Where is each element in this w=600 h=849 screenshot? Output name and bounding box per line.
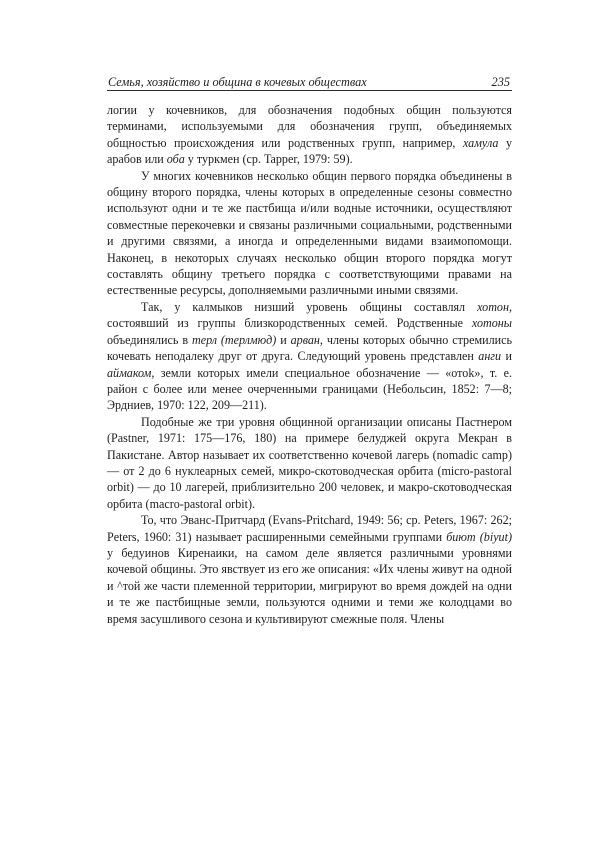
text-run: у арабов или [107,135,512,167]
text-run: состоявший из группы близкородственных семей. Родственные [107,316,472,331]
italic-term: хотон, [477,299,512,314]
italic-term: биют (biyut) [446,529,512,544]
body-text [107,102,512,627]
paragraph [107,168,512,299]
running-title: Семья, хозяйство и община в кочевых обществах [108,75,367,89]
text-run: логии у кочевников, для обозначения подобных общин пользуются терминами, используемыми для обозначения групп, объединяемых общностью происхождения или родственных групп, например, [107,103,512,150]
text-run: и [501,349,512,364]
page-number: 235 [491,75,510,89]
text-run: члены которых обычно стремились кочевать неподалеку друг от друга. Следующий уровень представлен [107,332,512,364]
italic-term: оба [166,152,185,167]
paragraph [107,512,512,627]
paragraph [107,102,512,168]
italic-term: арван, [290,332,323,347]
running-header [107,74,512,91]
text-run: Так, у калмыков низший уровень общины составлял [141,299,478,314]
text-run: У многих кочевников несколько общин первого порядка объединены в общину второго порядка, члены которых в определенные сезоны совместно используют одни и те же пастбища и/или водные источники, осуществляют совместные перекочевки и связаны различными социальными, родственными и другими связями, а иногда и определенными видами взаимопомощи. Наконец, в некоторых случаях несколько общин второго порядка могут составлять общину третьего порядка с соответствующими правами на естественные ресурсы, дополняемыми различными иными связями. [107,168,512,298]
text-run: То, что Эванс-Притчард (Evans-Pritchard, 1949: 56; ср. Peters, 1967: 262; Peters, 1960: 31) называет расширенными семейными группами [107,513,512,544]
italic-term: хамула [462,135,499,150]
text-run: Подобные же три уровня общинной организации описаны Пастнером (Pastner, 1971: 175—176, 180) на примере белуджей округа Мекран в Пакистане. Автор называет их соответственно кочевой лагерь (nomadic camp) — от 2 до 6 нуклеарных семей, микро-скотоводческая орбита (micro-pastoral orbit) — до 10 лагерей, приблизительно 200 человек, и макро-скотоводческая орбита (macro-pastoral orbit). [107,414,512,511]
italic-term: хотоны [471,316,512,331]
text-run: у туркмен (ср. Tapper, 1979: 59). [184,152,353,167]
italic-term: аймаком, [107,365,155,380]
text-run: объединялись в [107,332,192,347]
paragraph [107,414,512,512]
text-run: и [276,332,291,347]
italic-term: терл (терлмюд) [192,332,277,347]
text-run: у бедуинов Киренаики, на самом деле является различными уровнями кочевой общины. Это явствует из его же описания: «Их члены живут на одной и ^той же части племенной территории, мигрируют во время дождей на одни и те же пастбищные земли, пользуются одними и теми же колодцами во время засушливого сезона и культивируют смежные поля. Члены [107,545,513,626]
text-run: земли которых имели специальное обозначение — «отоk», т. е. район с более или менее очерченными границами (Небольсин, 1852: 7—8; Эрдниев, 1970: 122, 209—211). [107,365,512,413]
paragraph [107,299,512,414]
italic-term: анги [478,349,502,364]
